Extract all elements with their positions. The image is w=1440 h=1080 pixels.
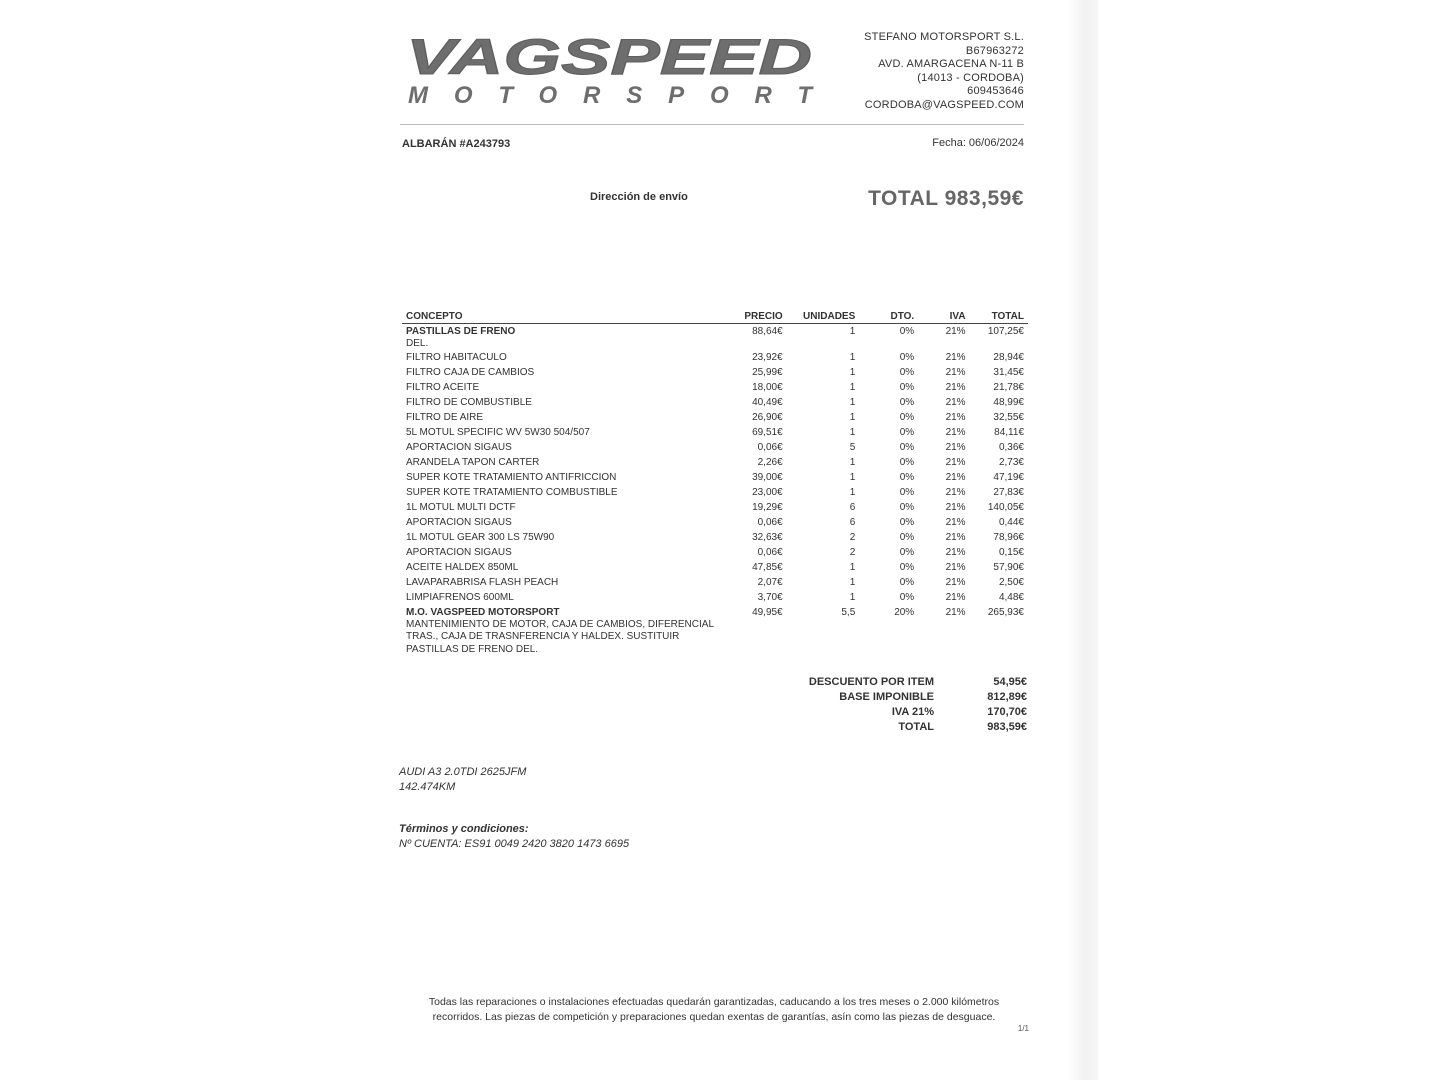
cell-total: 47,19€: [993, 471, 1024, 483]
summary-row: [800, 690, 1027, 705]
cell-unidades: 5,5: [841, 606, 856, 618]
cell-unidades: 1: [849, 486, 856, 498]
table-row: [402, 366, 1028, 381]
cell-concepto: [402, 516, 723, 531]
cell-concepto: [402, 471, 723, 486]
cell-unidades: 1: [849, 561, 856, 573]
summary-row: [800, 705, 1027, 720]
cell-concepto: [402, 324, 723, 351]
summary-label: DESCUENTO POR ITEM: [808, 676, 934, 688]
table-row: [402, 591, 1028, 606]
cell-concepto: [402, 501, 723, 516]
items-table: [402, 309, 1028, 656]
table-row: [402, 576, 1028, 591]
cell-precio: 19,29€: [752, 501, 783, 513]
item-name: FILTRO HABITACULO: [406, 351, 507, 363]
cell-dto: 0%: [899, 516, 915, 528]
header-divider: [400, 124, 1024, 125]
cell-total: 0,15€: [998, 546, 1024, 558]
cell-unidades: 1: [849, 426, 856, 438]
cell-unidades: 6: [849, 516, 856, 528]
cell-dto: 0%: [899, 396, 915, 408]
cell-iva: 21%: [945, 366, 966, 378]
cell-iva: 21%: [945, 411, 966, 423]
cell-dto: 0%: [899, 561, 915, 573]
cell-dto: 0%: [899, 441, 915, 453]
item-name: FILTRO ACEITE: [406, 381, 480, 393]
cell-total: 21,78€: [993, 381, 1024, 393]
summary-label: IVA 21%: [891, 706, 934, 718]
item-name: FILTRO DE COMBUSTIBLE: [406, 396, 532, 408]
cell-iva: 21%: [945, 561, 966, 573]
cell-unidades: 1: [849, 591, 856, 603]
cell-unidades: 5: [849, 441, 856, 453]
cell-unidades: 1: [849, 411, 856, 423]
albaran-number: ALBARÁN #A243793: [402, 138, 511, 150]
logo-line1: VAGSPEED: [406, 30, 812, 85]
item-name: FILTRO DE AIRE: [406, 411, 484, 423]
shipping-address-label: Dirección de envío: [590, 191, 688, 203]
cell-precio: 32,63€: [752, 531, 783, 543]
item-name: APORTACION SIGAUS: [406, 516, 512, 528]
cell-dto: 0%: [899, 366, 915, 378]
cell-unidades: 1: [849, 576, 856, 588]
cell-iva: 21%: [945, 531, 966, 543]
cell-precio: 26,90€: [752, 411, 783, 423]
totals-summary: [800, 675, 1027, 735]
cell-dto: 0%: [899, 501, 915, 513]
company-cif: B67963272: [965, 44, 1024, 57]
cell-total: 32,55€: [993, 411, 1024, 423]
cell-precio: 69,51€: [752, 426, 783, 438]
table-row: [402, 381, 1028, 396]
cell-iva: 21%: [945, 516, 966, 528]
cell-unidades: 1: [849, 456, 856, 468]
summary-label: TOTAL: [898, 721, 934, 733]
cell-total: 0,44€: [998, 516, 1024, 528]
cell-concepto: [402, 456, 723, 471]
cell-iva: 21%: [945, 486, 966, 498]
cell-iva: 21%: [945, 381, 966, 393]
item-name: LAVAPARABRISA FLASH PEACH: [406, 576, 559, 588]
cell-dto: 0%: [899, 546, 915, 558]
header-concepto: CONCEPTO: [402, 309, 723, 324]
table-row: [402, 471, 1028, 486]
terms-title: Términos y condiciones:: [399, 823, 529, 835]
cell-dto: 0%: [899, 591, 915, 603]
cell-concepto: [402, 606, 723, 657]
cell-precio: 49,95€: [752, 606, 783, 618]
cell-unidades: 1: [849, 381, 856, 393]
company-city: (14013 - CORDOBA): [917, 71, 1024, 84]
logo-line2: MOTORSPORT: [408, 82, 812, 108]
cell-iva: 21%: [945, 396, 966, 408]
cell-concepto: [402, 486, 723, 501]
cell-total: 28,94€: [993, 351, 1024, 363]
cell-iva: 21%: [945, 546, 966, 558]
header-unidades: UNIDADES: [787, 309, 860, 324]
header-total: TOTAL: [970, 309, 1028, 324]
footer-line1: Todas las reparaciones o instalaciones efectuadas quedarán garantizadas, caducando a los tres meses o 2.000 kilómetros: [428, 996, 1000, 1008]
table-row: [402, 531, 1028, 546]
table-row: [402, 441, 1028, 456]
cell-dto: 0%: [899, 576, 915, 588]
cell-total: 0,36€: [998, 441, 1024, 453]
warranty-footer: [404, 995, 1024, 1025]
item-description: MANTENIMIENTO DE MOTOR, CAJA DE CAMBIOS, DIFERENCIAL TRAS., CAJA DE TRASNFERENCIA Y HALDEX. SUSTITUIR PASTILLAS DE FRENO DEL.: [406, 618, 714, 655]
cell-dto: 0%: [899, 531, 915, 543]
cell-concepto: [402, 381, 723, 396]
table-row: [402, 486, 1028, 501]
vagspeed-logo: [404, 30, 820, 108]
table-row: [402, 426, 1028, 441]
cell-precio: 40,49€: [752, 396, 783, 408]
cell-dto: 0%: [899, 326, 915, 337]
cell-unidades: 1: [849, 366, 856, 378]
cell-iva: 21%: [945, 591, 966, 603]
vehicle-info: [399, 765, 526, 795]
cell-concepto: [402, 546, 723, 561]
cell-dto: 0%: [899, 471, 915, 483]
cell-iva: 21%: [945, 576, 966, 588]
cell-precio: 25,99€: [752, 366, 783, 378]
cell-iva: 21%: [945, 426, 966, 438]
cell-unidades: 1: [849, 471, 856, 483]
cell-concepto: [402, 591, 723, 606]
cell-unidades: 1: [849, 396, 856, 408]
cell-precio: 0,06€: [757, 546, 783, 558]
cell-total: 2,73€: [998, 456, 1024, 468]
item-name: LIMPIAFRENOS 600ML: [406, 591, 514, 603]
cell-iva: 21%: [945, 326, 966, 337]
cell-concepto: [402, 411, 723, 426]
cell-dto: 0%: [899, 411, 915, 423]
item-name: SUPER KOTE TRATAMIENTO ANTIFRICCION: [406, 471, 617, 483]
cell-dto: 0%: [899, 351, 915, 363]
cell-precio: 3,70€: [757, 591, 783, 603]
cell-concepto: [402, 576, 723, 591]
cell-total: 2,50€: [998, 576, 1024, 588]
document-date: Fecha: 06/06/2024: [932, 137, 1024, 149]
company-address: AVD. AMARGACENA N-11 B: [878, 58, 1024, 71]
cell-unidades: 2: [849, 546, 856, 558]
cell-precio: 2,26€: [757, 456, 783, 468]
terms-block: [399, 822, 629, 852]
cell-unidades: 1: [849, 351, 856, 363]
table-row: [402, 501, 1028, 516]
summary-row: [800, 675, 1027, 690]
table-row: [402, 351, 1028, 366]
page-number: 1/1: [1017, 1024, 1029, 1033]
cell-precio: 18,00€: [752, 381, 783, 393]
item-name: ACEITE HALDEX 850ML: [406, 561, 519, 573]
cell-total: 78,96€: [993, 531, 1024, 543]
vehicle-km: 142.474KM: [399, 781, 456, 793]
cell-dto: 0%: [899, 381, 915, 393]
cell-dto: 0%: [899, 426, 915, 438]
company-phone: 609453646: [967, 85, 1024, 98]
cell-precio: 0,06€: [757, 441, 783, 453]
item-name: SUPER KOTE TRATAMIENTO COMBUSTIBLE: [406, 486, 618, 498]
cell-iva: 21%: [945, 351, 966, 363]
cell-precio: 39,00€: [752, 471, 783, 483]
cell-iva: 21%: [945, 456, 966, 468]
item-name: 1L MOTUL GEAR 300 LS 75W90: [406, 531, 555, 543]
table-row: [402, 561, 1028, 576]
footer-line2: recorridos. Las piezas de competición y preparaciones quedan exentas de garantías, asín como las piezas de desguace.: [432, 1011, 996, 1023]
header-dto: DTO.: [859, 309, 918, 324]
item-name: PASTILLAS DE FRENO: [406, 326, 516, 337]
cell-concepto: [402, 561, 723, 576]
cell-unidades: 2: [849, 531, 856, 543]
cell-total: 84,11€: [994, 426, 1024, 438]
cell-concepto: [402, 351, 723, 366]
table-row: [402, 606, 1028, 657]
cell-unidades: 6: [849, 501, 856, 513]
cell-dto: 20%: [894, 606, 915, 618]
cell-precio: 0,06€: [757, 516, 783, 528]
header-precio: PRECIO: [723, 309, 787, 324]
cell-iva: 21%: [945, 441, 966, 453]
table-row: [402, 396, 1028, 411]
header-iva: IVA: [918, 309, 969, 324]
vehicle-model: AUDI A3 2.0TDI 2625JFM: [399, 766, 527, 778]
cell-total: 57,90€: [993, 561, 1024, 573]
company-name: STEFANO MOTORSPORT S.L.: [864, 31, 1024, 43]
summary-value: 983,59€: [987, 721, 1027, 733]
items-table-header: [402, 309, 1028, 324]
cell-dto: 0%: [899, 456, 915, 468]
cell-total: 140,05€: [987, 501, 1024, 513]
cell-precio: 2,07€: [757, 576, 783, 588]
summary-value: 54,95€: [993, 676, 1027, 688]
company-email: CORDOBA@VAGSPEED.COM: [864, 98, 1024, 111]
cell-precio: 88,64€: [752, 326, 783, 337]
cell-total: 48,99€: [993, 396, 1024, 408]
cell-concepto: [402, 531, 723, 546]
summary-label: BASE IMPONIBLE: [839, 691, 934, 703]
item-name: FILTRO CAJA DE CAMBIOS: [406, 366, 535, 378]
cell-concepto: [402, 366, 723, 381]
table-row: [402, 324, 1028, 351]
total-headline: TOTAL 983,59€: [868, 187, 1024, 210]
cell-iva: 21%: [945, 471, 966, 483]
item-name: APORTACION SIGAUS: [406, 546, 512, 558]
cell-concepto: [402, 426, 723, 441]
cell-total: 27,83€: [993, 486, 1024, 498]
cell-total: 4,48€: [998, 591, 1024, 603]
table-row: [402, 516, 1028, 531]
cell-iva: 21%: [945, 501, 966, 513]
cell-precio: 23,92€: [752, 351, 783, 363]
cell-iva: 21%: [945, 606, 966, 618]
bank-account: Nº CUENTA: ES91 0049 2420 3820 1473 6695: [399, 838, 630, 850]
summary-row: [800, 720, 1027, 735]
cell-total: 31,45€: [993, 366, 1024, 378]
cell-total: 107,25€: [987, 326, 1024, 337]
cell-unidades: 1: [849, 326, 856, 337]
item-name: APORTACION SIGAUS: [406, 441, 512, 453]
item-description: DEL.: [406, 338, 429, 349]
item-name: 1L MOTUL MULTI DCTF: [406, 501, 516, 513]
summary-value: 170,70€: [987, 706, 1027, 718]
summary-value: 812,89€: [987, 691, 1027, 703]
cell-precio: 23,00€: [752, 486, 783, 498]
table-row: [402, 546, 1028, 561]
page-edge-shadow: [1068, 0, 1098, 1080]
cell-concepto: [402, 396, 723, 411]
item-name: M.O. VAGSPEED MOTORSPORT: [406, 606, 560, 618]
item-name: ARANDELA TAPON CARTER: [406, 456, 540, 468]
cell-concepto: [402, 441, 723, 456]
table-row: [402, 411, 1028, 426]
cell-dto: 0%: [899, 486, 915, 498]
table-row: [402, 456, 1028, 471]
cell-total: 265,93€: [987, 606, 1024, 618]
item-name: 5L MOTUL SPECIFIC WV 5W30 504/507: [406, 426, 590, 438]
company-info: [864, 31, 1024, 113]
cell-precio: 47,85€: [752, 561, 783, 573]
